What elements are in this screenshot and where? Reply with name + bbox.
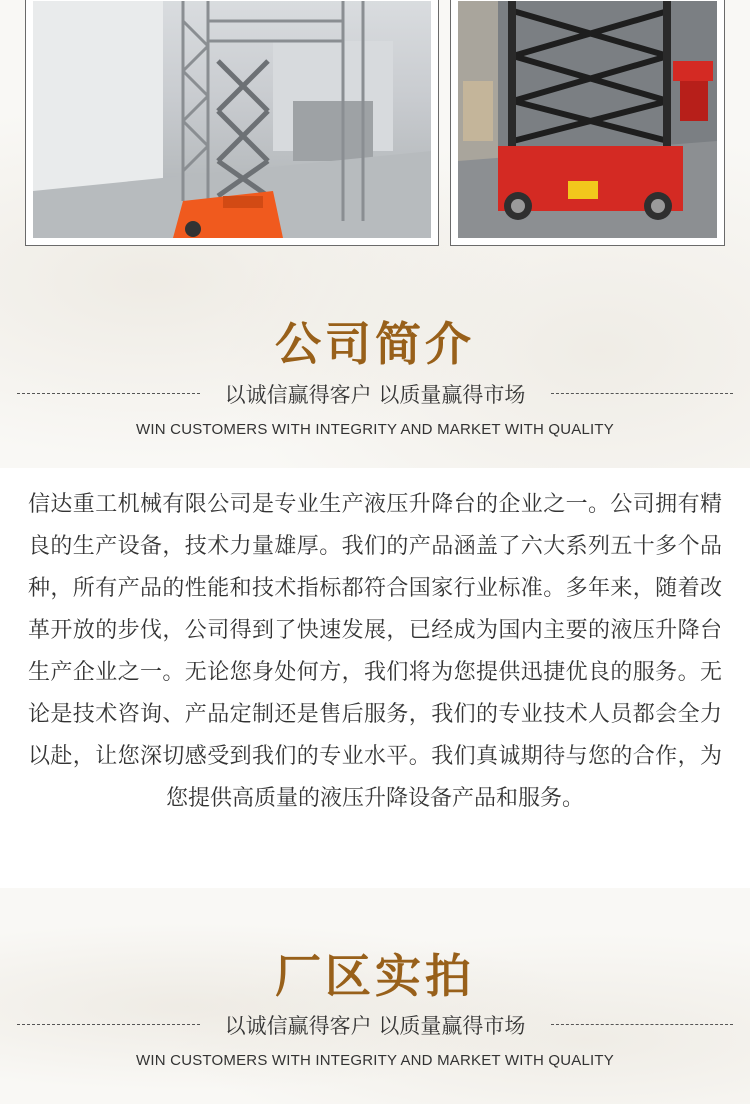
scissor-lift-photo-red[interactable]: [458, 1, 717, 238]
section-title-intro: 公司简介: [275, 317, 475, 371]
section-title-factory: 厂区实拍: [275, 949, 475, 1003]
slogan-en-intro: WIN CUSTOMERS WITH INTEGRITY AND MARKET WITH QUALITY: [136, 421, 614, 438]
product-photo-frame-right: [450, 0, 725, 246]
slogan-en-factory: WIN CUSTOMERS WITH INTEGRITY AND MARKET WITH QUALITY: [136, 1052, 614, 1069]
slogan-cn-factory: 以诚信赢得客户 以质量赢得市场: [224, 1014, 526, 1038]
slogan-cn-intro: 以诚信赢得客户 以质量赢得市场: [224, 383, 526, 407]
product-photo-frame-left: [25, 0, 439, 246]
scissor-lift-photo-orange[interactable]: [33, 1, 431, 238]
company-intro-text: 信达重工机械有限公司是专业生产液压升降台的企业之一。公司拥有精良的生产设备，技术力量雄厚。我们的产品涵盖了六大系列五十多个品种，所有产品的性能和技术指标都符合国家行业标准。多年来，随着改革开放的步伐，公司得到了快速发展，已经成为国内主要的液压升降台生产企业之一。无论您身处何方，我们将为您提供迅捷优良的服务。无论是技术咨询、产品定制还是售后服务，我们的专业技术人员都会全力以赴，让您深切感受到我们的专业水平。我们真诚期待与您的合作，为您提供高质量的液压升降设备产品和服务。: [28, 492, 722, 811]
